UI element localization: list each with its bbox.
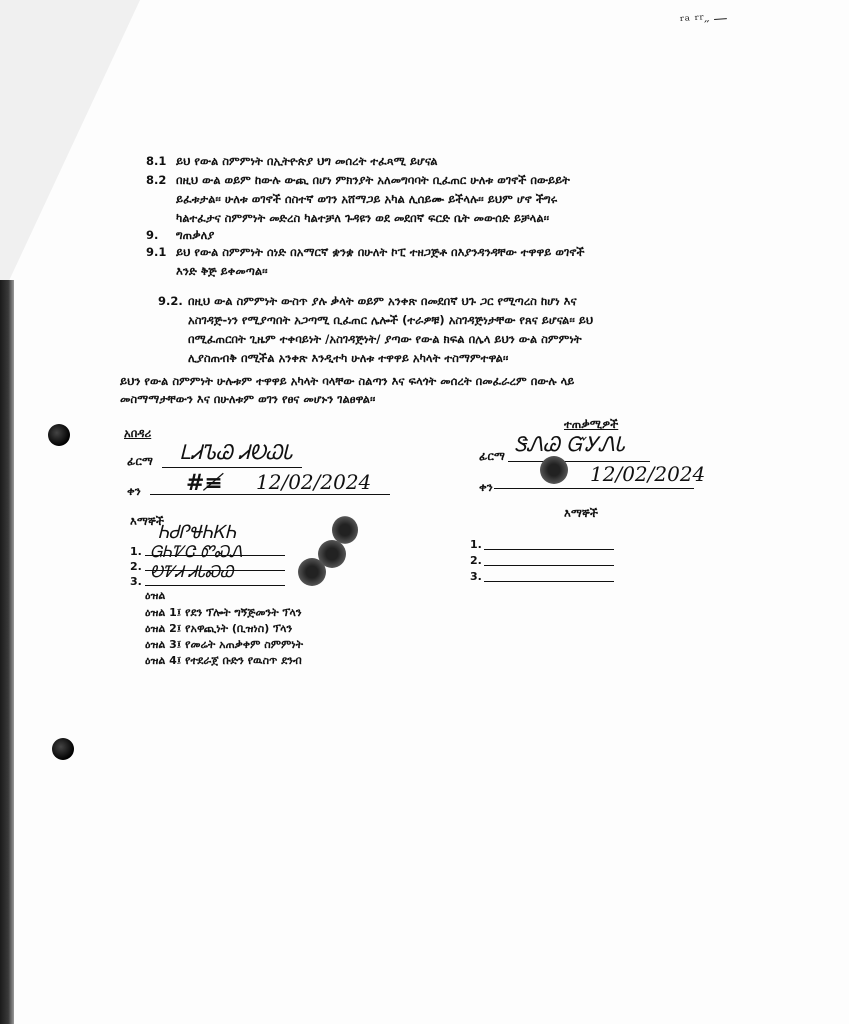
witness-number: 2. <box>470 554 482 567</box>
buyer-signature-label: ፊርማ <box>479 449 505 463</box>
seller-heading: አበዳሪ <box>124 426 152 440</box>
clause-line: ይህ የውል ስምምነት ሰነድ በአማርኛ ቋንቋ በሁለት ኮፒ ተዘጋጅቶ በእያንዳንዳቸው ተዋዋይ ወገኖች <box>176 245 585 259</box>
seller-date-label: ቀን <box>127 484 141 498</box>
buyer-heading: ተጠቃሚዎች <box>564 417 619 431</box>
closing-paragraph <box>120 372 760 408</box>
clause-number: 9. <box>146 228 159 242</box>
witness-number: 1. <box>130 545 142 558</box>
witness-signature-3: ᎧᏤᏗ ᏗᏓᏍᏇ <box>150 562 234 581</box>
witness-number: 2. <box>130 560 142 573</box>
witnesses-right-heading: እማኞች <box>564 506 599 520</box>
seller-date: 12/02/2024 <box>256 470 372 494</box>
clause-line: በዚህ ውል ስምምነት ውስጥ ያሉ ቃላት ወይም አንቀጽ በመደበኛ ህጉ ጋር የሚጣረስ ከሆነ እና <box>188 294 577 308</box>
witness-line <box>484 565 614 566</box>
clause-number: 9.1 <box>146 245 167 259</box>
section-heading: ግጠቃለያ <box>176 228 215 242</box>
clause-number: 9.2. <box>158 294 183 308</box>
annex-item: ዕዝል 4፤ የተደራጀ ቡድን የዉስጥ ደንብ <box>145 654 302 667</box>
witness-number: 3. <box>130 575 142 588</box>
closing-line: መስማማታቸውን እና በሁለቱም ወገን የፀና መሆኑን ገልፀዋል፡፡ <box>120 392 376 406</box>
clause-line: በዚህ ውል ወይም ከውሉ ውጪ በሆነ ምክንያት አለመግባባት ቢፈጠር ሁለቱ ወገኖች በውይይት <box>176 173 570 187</box>
clause-line: እንድ ቅጅ ይቀመጣል፡፡ <box>176 264 268 278</box>
clause-line: በሚፈጠርበት ጊዜም ተቀባይነት /አስገዳጅነት/ ያጣው የውል ክፍል በሌላ ይህን ውል ስምምነት <box>188 332 582 346</box>
seller-signature-label: ፊርማ <box>127 454 153 468</box>
buyer-date: 12/02/2024 <box>590 462 706 486</box>
clause-9-1 <box>146 243 786 283</box>
clause-line: አስገዳጅ-ነን የሚያጣበት አጋጣሚ ቢፈጠር ሌሎች (ተራዎቹ) አስገዳጅነታቸው የጸና ይሆናል፡፡ ይህ <box>188 313 594 327</box>
annex-item: ዕዝል 2፤ የአዋጪነት (ቢዝነስ) ፕላን <box>145 622 293 635</box>
buyer-thumbprint <box>540 456 568 484</box>
buyer-signature: ᏕᏁᏊ ᏳᎩᏁᏓ <box>514 432 626 456</box>
annex-item: ዕዝል 3፤ የመሬት አጠቃቀም ስምምነት <box>145 638 304 651</box>
clause-number: 8.2 <box>146 173 167 187</box>
closing-line: ይህን የውል ስምምነት ሁሉቱም ተዋዋይ አካላት ባላቸው ስልጣን እና ፍላጎት መሰረት በመፈራረም በውሉ ላይ <box>120 374 575 388</box>
clause-8-2 <box>146 171 786 231</box>
corner-handwritten-mark: ʳᵃ ʳʳ˶ — <box>679 10 729 30</box>
annex-heading: ዕዝል <box>145 589 166 602</box>
clause-number: 8.1 <box>146 154 167 168</box>
buyer-date-line <box>494 488 694 489</box>
buyer-date-label: ቀን <box>479 480 493 494</box>
seller-date-strikeout: #≢ <box>186 470 223 496</box>
witness-signature-2: ᏀᏂᏤᏣ ᏛᏍᏁ <box>150 542 243 561</box>
clause-9-2 <box>158 292 798 372</box>
annex-item: ዕዝል 1፤ የደን ፕሎት ግኝጅመንት ፕላን <box>145 606 302 619</box>
seller-signature: ᏞᏗᏖᏊ ᏗᎧᏇᏓ <box>180 440 293 464</box>
clause-line: ይህ የውል ስምምነት በኢትዮጵያ ህግ መሰረት ተፈጻሚ ይሆናል <box>176 154 438 168</box>
witness-thumbprint-3 <box>298 558 326 586</box>
clause-line: ካልተፈታና ስምምነት መድረስ ካልተቻለ ጉዳዩን ወደ መደበኛ ፍርድ ቤት መውሰድ ይቻላል፡፡ <box>176 211 550 225</box>
witness-line <box>145 585 285 586</box>
clause-line: ሊያስጠብቅ በሚችል አንቀጽ እንዲተካ ሁለቱ ተዋዋይ አካላት ተስማምተዋል፡፡ <box>188 351 509 365</box>
witness-number: 1. <box>470 538 482 551</box>
witness-line <box>484 581 614 582</box>
seller-signature-line <box>162 467 302 468</box>
witnesses-left-heading: እማኞች <box>130 514 165 528</box>
witness-line <box>484 549 614 550</box>
clause-line: ይፈቱታል፡፡ ሁለቱ ወገኖች ሰስተኛ ወገን አሸማጋይ አካል ሊሰይሙ ይችላሉ፡፡ ይህም ሆኖ ችግሩ <box>176 192 558 206</box>
witness-number: 3. <box>470 570 482 583</box>
witness-signature-1: ᏂᏧᎵᏠᏂᏦᏂ <box>158 522 236 543</box>
